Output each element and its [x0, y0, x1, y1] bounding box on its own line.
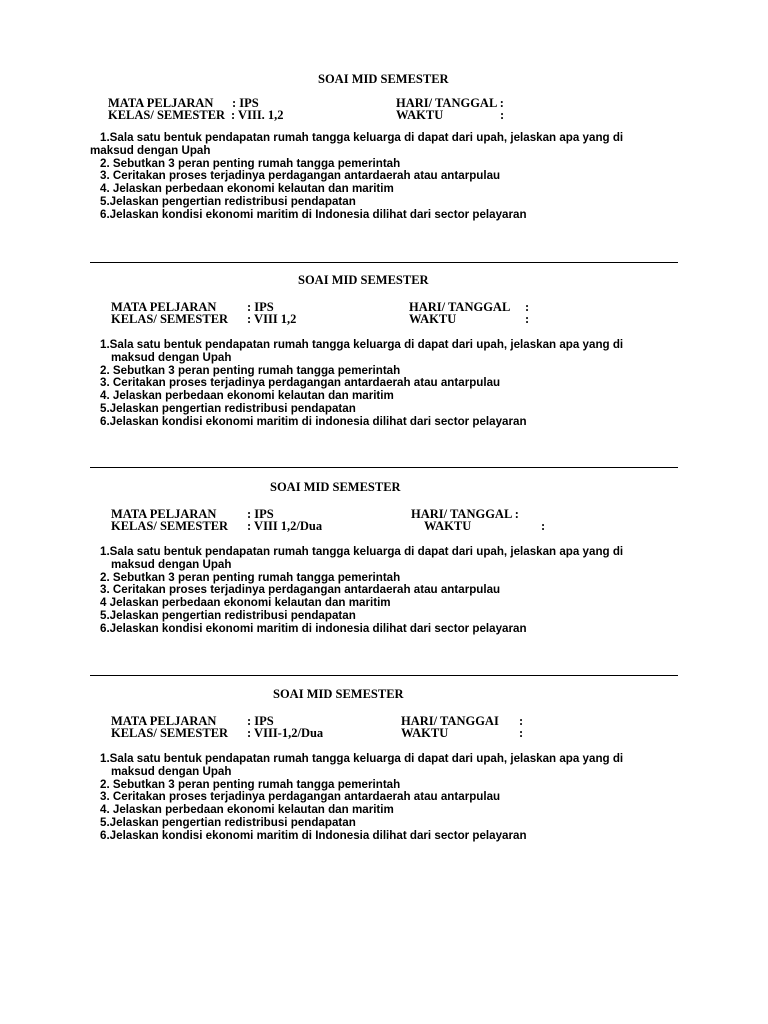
waktu-label: WAKTU	[409, 312, 457, 326]
question-1-continued: maksud dengan Upah	[111, 557, 232, 571]
waktu-value: :	[519, 726, 524, 740]
waktu-label: WAKTU	[401, 726, 449, 740]
question-6: 6.Jelaskan kondisi ekonomi maritim di indonesia dilihat dari sector pelayaran	[100, 621, 527, 635]
question-1: 1.Sala satu bentuk pendapatan rumah tangga keluarga di dapat dari upah, jelaskan apa yang di	[100, 131, 624, 144]
waktu-label: WAKTU	[424, 519, 472, 533]
question-3: 3. Ceritakan proses terjadinya perdagangan antardaerah atau antarpulau	[100, 790, 501, 804]
question-4: 4 Jelaskan perbedaan ekonomi kelautan dan maritim	[100, 596, 391, 610]
question-1: 1.Sala satu bentuk pendapatan rumah tangga keluarga di dapat dari upah, jelaskan apa yang di	[100, 752, 624, 765]
question-1-continued: maksud dengan Upah	[111, 764, 232, 778]
question-4: 4. Jelaskan perbedaan ekonomi kelautan dan maritim	[100, 803, 394, 817]
divider-line	[90, 262, 678, 263]
question-4: 4. Jelaskan perbedaan ekonomi kelautan dan maritim	[100, 182, 394, 196]
waktu-value: :	[500, 108, 505, 122]
waktu-label: WAKTU	[396, 108, 444, 122]
question-2: 2. Sebutkan 3 peran penting rumah tangga pemerintah	[100, 777, 401, 791]
waktu-value: :	[541, 519, 546, 533]
question-5: 5.Jelaskan pengertian redistribusi pendapatan	[100, 194, 356, 208]
question-1-continued: maksud dengan Upah	[111, 350, 232, 364]
header-left	[111, 301, 296, 325]
question-5: 5.Jelaskan pengertian redistribusi pendapatan	[100, 401, 356, 415]
exam-title: SOAI MID SEMESTER	[298, 273, 429, 287]
question-4: 4. Jelaskan perbedaan ekonomi kelautan dan maritim	[100, 389, 394, 403]
waktu-value: :	[525, 312, 530, 326]
kelas-semester-value: : VIII 1,2	[247, 312, 297, 326]
header-right	[396, 97, 506, 121]
divider-line	[90, 467, 678, 468]
question-2: 2. Sebutkan 3 peran penting rumah tangga pemerintah	[100, 570, 401, 584]
mata-pelajaran-value: : IPS	[247, 507, 274, 521]
mata-pelajaran-label: MATA PELJARAN	[108, 96, 214, 110]
question-3: 3. Ceritakan proses terjadinya perdagangan antardaerah atau antarpulau	[100, 376, 501, 390]
exam-title: SOAI MID SEMESTER	[318, 72, 449, 86]
question-list	[90, 339, 690, 429]
hari-tanggal-label: HARI/ TANGGAI	[401, 714, 499, 728]
question-list	[90, 132, 690, 222]
question-2: 2. Sebutkan 3 peran penting rumah tangga pemerintah	[100, 156, 401, 170]
question-6: 6.Jelaskan kondisi ekonomi maritim di Indonesia dilihat dari sector pelayaran	[100, 828, 527, 842]
hari-tanggal-label: HARI/ TANGGAL	[409, 300, 511, 314]
question-2: 2. Sebutkan 3 peran penting rumah tangga pemerintah	[100, 363, 401, 377]
mata-pelajaran-label: MATA PELJARAN	[111, 714, 217, 728]
hari-tanggal-value: :	[525, 300, 530, 314]
divider-line	[90, 675, 678, 676]
kelas-semester-value: : VIII 1,2/Dua	[247, 519, 323, 533]
mata-pelajaran-value: : IPS	[247, 300, 274, 314]
question-3: 3. Ceritakan proses terjadinya perdagangan antardaerah atau antarpulau	[100, 583, 501, 597]
question-1: 1.Sala satu bentuk pendapatan rumah tangga keluarga di dapat dari upah, jelaskan apa yang di	[100, 338, 624, 351]
question-6: 6.Jelaskan kondisi ekonomi maritim di Indonesia dilihat dari sector pelayaran	[100, 207, 527, 221]
kelas-semester-value: : VIII-1,2/Dua	[247, 726, 324, 740]
header-left	[108, 97, 284, 121]
hari-tanggal-value: :	[519, 714, 524, 728]
question-5: 5.Jelaskan pengertian redistribusi pendapatan	[100, 608, 356, 622]
exam-title: SOAI MID SEMESTER	[273, 687, 404, 701]
hari-tanggal-label: HARI/ TANGGAL :	[396, 96, 504, 110]
header-left	[111, 508, 322, 532]
question-list	[90, 546, 690, 636]
mata-pelajaran-label: MATA PELJARAN	[111, 507, 217, 521]
kelas-semester-label: KELAS/ SEMESTER	[111, 726, 229, 740]
kelas-semester-value: : VIII. 1,2	[231, 108, 284, 122]
mata-pelajaran-value: : IPS	[232, 96, 259, 110]
question-list	[90, 753, 690, 843]
question-6: 6.Jelaskan kondisi ekonomi maritim di indonesia dilihat dari sector pelayaran	[100, 414, 527, 428]
question-1-continued: maksud dengan Upah	[90, 143, 211, 157]
kelas-semester-label: KELAS/ SEMESTER	[108, 108, 226, 122]
mata-pelajaran-value: : IPS	[247, 714, 274, 728]
header-right	[401, 715, 523, 739]
question-3: 3. Ceritakan proses terjadinya perdagangan antardaerah atau antarpulau	[100, 169, 501, 183]
header-right	[411, 508, 545, 532]
header-left	[111, 715, 323, 739]
exam-title: SOAI MID SEMESTER	[270, 480, 401, 494]
kelas-semester-label: KELAS/ SEMESTER	[111, 312, 229, 326]
mata-pelajaran-label: MATA PELJARAN	[111, 300, 217, 314]
kelas-semester-label: KELAS/ SEMESTER	[111, 519, 229, 533]
question-1: 1.Sala satu bentuk pendapatan rumah tangga keluarga di dapat dari upah, jelaskan apa yang di	[100, 545, 624, 558]
hari-tanggal-label: HARI/ TANGGAL :	[411, 507, 519, 521]
header-right	[409, 301, 529, 325]
question-5: 5.Jelaskan pengertian redistribusi pendapatan	[100, 815, 356, 829]
